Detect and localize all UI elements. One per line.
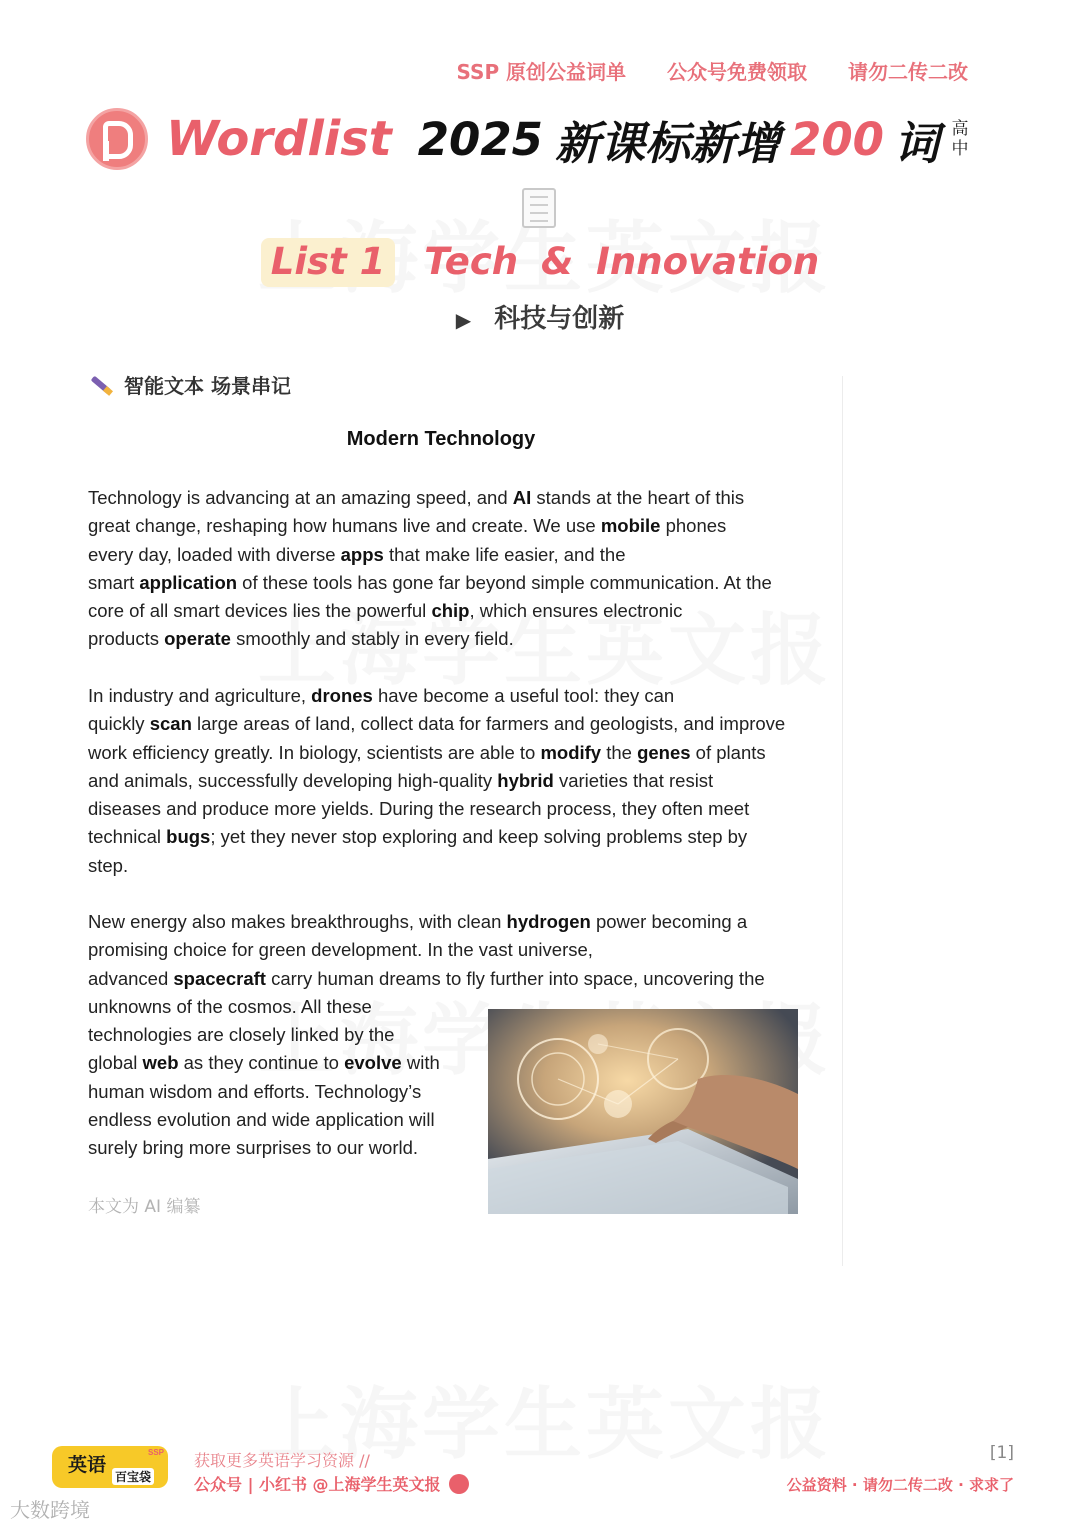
corner-watermark: 大数跨境 — [10, 1498, 90, 1522]
title-brand: Wordlist — [166, 111, 392, 167]
list-number: List 1 — [261, 238, 396, 287]
footer-notice: 公益资料 · 请勿二传二改 · 求求了 — [786, 1476, 1014, 1494]
article-title: Modern Technology — [346, 428, 536, 450]
top-tags — [423, 56, 968, 85]
title-unit: 词 — [893, 116, 939, 170]
topic-tech: Tech — [424, 240, 519, 283]
pen-icon — [88, 372, 112, 396]
footer-social-text: 公众号 | 小红书 @上海学生英文报 — [194, 1475, 441, 1494]
tag-free: 公众号免费领取 — [667, 60, 808, 84]
ssp-mini-logo-icon — [449, 1474, 469, 1494]
english-toolbox-logo — [52, 1446, 168, 1488]
list-title — [0, 238, 1080, 287]
level-label: 高 中 — [951, 119, 969, 159]
badge-main-text: 英语 — [68, 1454, 107, 1476]
badge-sub-text: 百宝袋 — [112, 1468, 154, 1485]
title-year: 2025 — [417, 112, 543, 166]
article-paragraph-3: New energy also makes breakthroughs, with clean hydrogen power becoming a promising choice for green development. In the vast universe, advanced spacecraft carry human dreams to fly further into space, uncovering the unknowns of the cosmos. All these technologies are closely linked by the global web as they continue to evolve with human wisdom and efforts. Technology’s endless evolution and wide application will surely bring more surprises to our world. — [88, 911, 765, 1159]
subtitle-text: 科技与创新 — [494, 304, 625, 334]
section-heading-text: 智能文本 场景串记 — [124, 373, 291, 398]
document-icon — [522, 188, 556, 228]
tag-warning: 请勿二传二改 — [848, 60, 968, 84]
ai-note: 本文为 AI 编纂 — [88, 1197, 201, 1217]
page-number: [1] — [989, 1443, 1014, 1463]
footer-social — [194, 1472, 469, 1495]
title-count: 200 — [790, 112, 884, 166]
tag-original: SSP 原创公益词单 — [456, 60, 627, 84]
title-phrase: 新课标新增 — [555, 116, 781, 170]
badge-tag: SSP — [148, 1448, 165, 1457]
article-paragraph-1: Technology is advancing at an amazing speed, and AI stands at the heart of this great change, reshaping how humans live and create. We use mobile phones every day, loaded with diverse apps that make life easier, and the smart application of these tools has gone far beyond simple communication. At the core of all smart devices lies the powerful chip, which ensures electronic products operate smoothly and stably in every field. — [88, 487, 772, 650]
play-arrow-icon: ▶ — [455, 308, 472, 332]
tech-tablet-photo — [488, 1009, 798, 1214]
ssp-logo-icon — [86, 108, 148, 170]
list-subtitle — [0, 298, 1080, 335]
page-title — [166, 104, 969, 174]
topic-amp: & — [540, 240, 574, 283]
topic-innovation: Innovation — [596, 240, 820, 283]
article-paragraph-2: In industry and agriculture, drones have become a useful tool: they can quickly scan large areas of land, collect data for farmers and geologists, and improve work efficiency greatly. In biology, scientists are able to modify the genes of plants and animals, successfully developing high-quality hybrid varieties that resist diseases and produce more yields. During the research process, they often meet technical bugs; yet they never stop exploring and keep solving problems step by step. — [88, 685, 786, 876]
footer-resources: 获取更多英语学习资源 // — [194, 1451, 370, 1470]
section-heading — [88, 370, 291, 398]
vertical-divider — [842, 376, 843, 1266]
